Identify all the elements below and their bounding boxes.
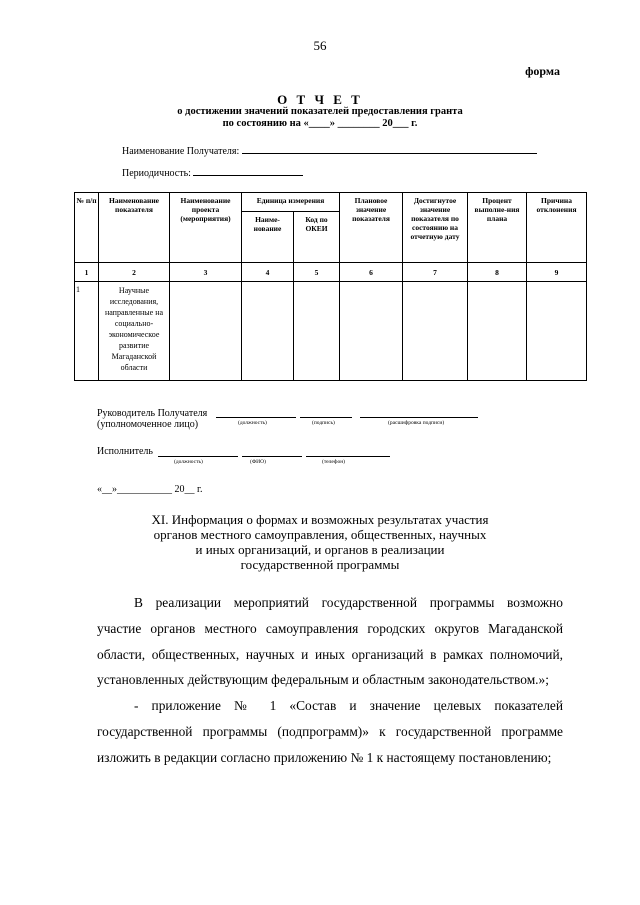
- row-indicator: Научные исследования, направленные на социально-экономическое развитие Магаданской области: [99, 282, 170, 381]
- header-unit: Единица измерения: [242, 193, 340, 212]
- report-subtitle: [0, 106, 640, 130]
- col-number: 5: [294, 263, 340, 282]
- caption-phone: (телефон): [322, 459, 346, 465]
- header-achieved: Достигнутое значение показателя по состоянию на отчетную дату: [403, 193, 468, 263]
- col-number: 7: [403, 263, 468, 282]
- executor-phone-line: [306, 456, 390, 457]
- periodicity-blank: [193, 166, 303, 176]
- row-cell: [403, 282, 468, 381]
- position-line: [216, 417, 296, 418]
- caption-position: (должность): [238, 420, 267, 426]
- caption-signature: (подпись): [312, 420, 335, 426]
- report-table: [74, 192, 587, 381]
- decoding-line: [360, 417, 478, 418]
- col-number: 6: [340, 263, 403, 282]
- caption-decoding: (расшифровка подписи): [388, 420, 445, 426]
- caption-position2: (должность): [174, 459, 203, 465]
- executor-position-line: [158, 456, 238, 457]
- date-line: «__»___________ 20__ г.: [97, 484, 203, 495]
- recipient-field: [122, 144, 537, 157]
- col-number: 3: [170, 263, 242, 282]
- row-cell: [294, 282, 340, 381]
- header-num: № п/п: [75, 193, 99, 263]
- header-percent: Процент выполне-ния плана: [468, 193, 527, 263]
- section-title-line2: органов местного самоуправления, общественных, научных: [153, 527, 487, 542]
- section-title-line3: и иных организаций, и органов в реализации: [195, 542, 445, 557]
- signature-line: [300, 417, 352, 418]
- header-unit-name: Наиме-нование: [242, 212, 294, 263]
- paragraph-2: - приложение № 1 «Состав и значение целевых показателей государственной программы (подпрограмм)» к государственной программе изложить в редакции согласно приложению № 1 к настоящему постановлению;: [97, 698, 563, 765]
- report-subtitle-line1: о достижении значений показателей предоставления гранта: [177, 106, 463, 117]
- caption-fio: (ФИО): [250, 459, 266, 465]
- header-project-name: Наименование проекта (мероприятия): [170, 193, 242, 263]
- recipient-label: Наименование Получателя:: [122, 146, 240, 157]
- head-signature-label: [97, 408, 207, 430]
- report-title: О Т Ч Е Т: [277, 92, 363, 107]
- executor-label: Исполнитель: [97, 446, 153, 457]
- page-number: 56: [313, 38, 327, 53]
- row-num: 1: [75, 282, 99, 381]
- col-number: 2: [99, 263, 170, 282]
- col-number: 4: [242, 263, 294, 282]
- row-cell: [170, 282, 242, 381]
- section-title-line1: XI. Информация о формах и возможных результатах участия: [151, 512, 489, 527]
- section-title-line4: государственной программы: [240, 557, 400, 572]
- col-number: 8: [468, 263, 527, 282]
- col-number: 1: [75, 263, 99, 282]
- report-subtitle-line2: по состоянию на «____» ________ 20___ г.: [222, 118, 418, 129]
- col-number: 9: [527, 263, 587, 282]
- row-cell: [242, 282, 294, 381]
- header-indicator-name: Наименование показателя: [99, 193, 170, 263]
- body-text: [97, 590, 563, 771]
- periodicity-label: Периодичность:: [122, 168, 191, 179]
- header-reason: Причина отклонения: [527, 193, 587, 263]
- row-cell: [340, 282, 403, 381]
- row-cell: [468, 282, 527, 381]
- form-label: форма: [525, 64, 560, 78]
- header-planned: Плановое значение показателя: [340, 193, 403, 263]
- paragraph-1: В реализации мероприятий государственной программы возможно участие органов местного самоуправления городских округов Магаданской области, общественных, научных и иных организаций в рамках полномочий, установленных действующим федеральным и областным законодательством.»;: [97, 595, 563, 688]
- row-cell: [527, 282, 587, 381]
- periodicity-field: [122, 166, 303, 179]
- executor-fio-line: [242, 456, 302, 457]
- header-okei: Код по ОКЕИ: [294, 212, 340, 263]
- table-row: [75, 282, 587, 381]
- head-label-line1: Руководитель Получателя: [97, 408, 208, 419]
- recipient-blank: [242, 144, 537, 154]
- head-label-line2: (уполномоченное лицо): [97, 419, 199, 430]
- section-title: [0, 512, 640, 572]
